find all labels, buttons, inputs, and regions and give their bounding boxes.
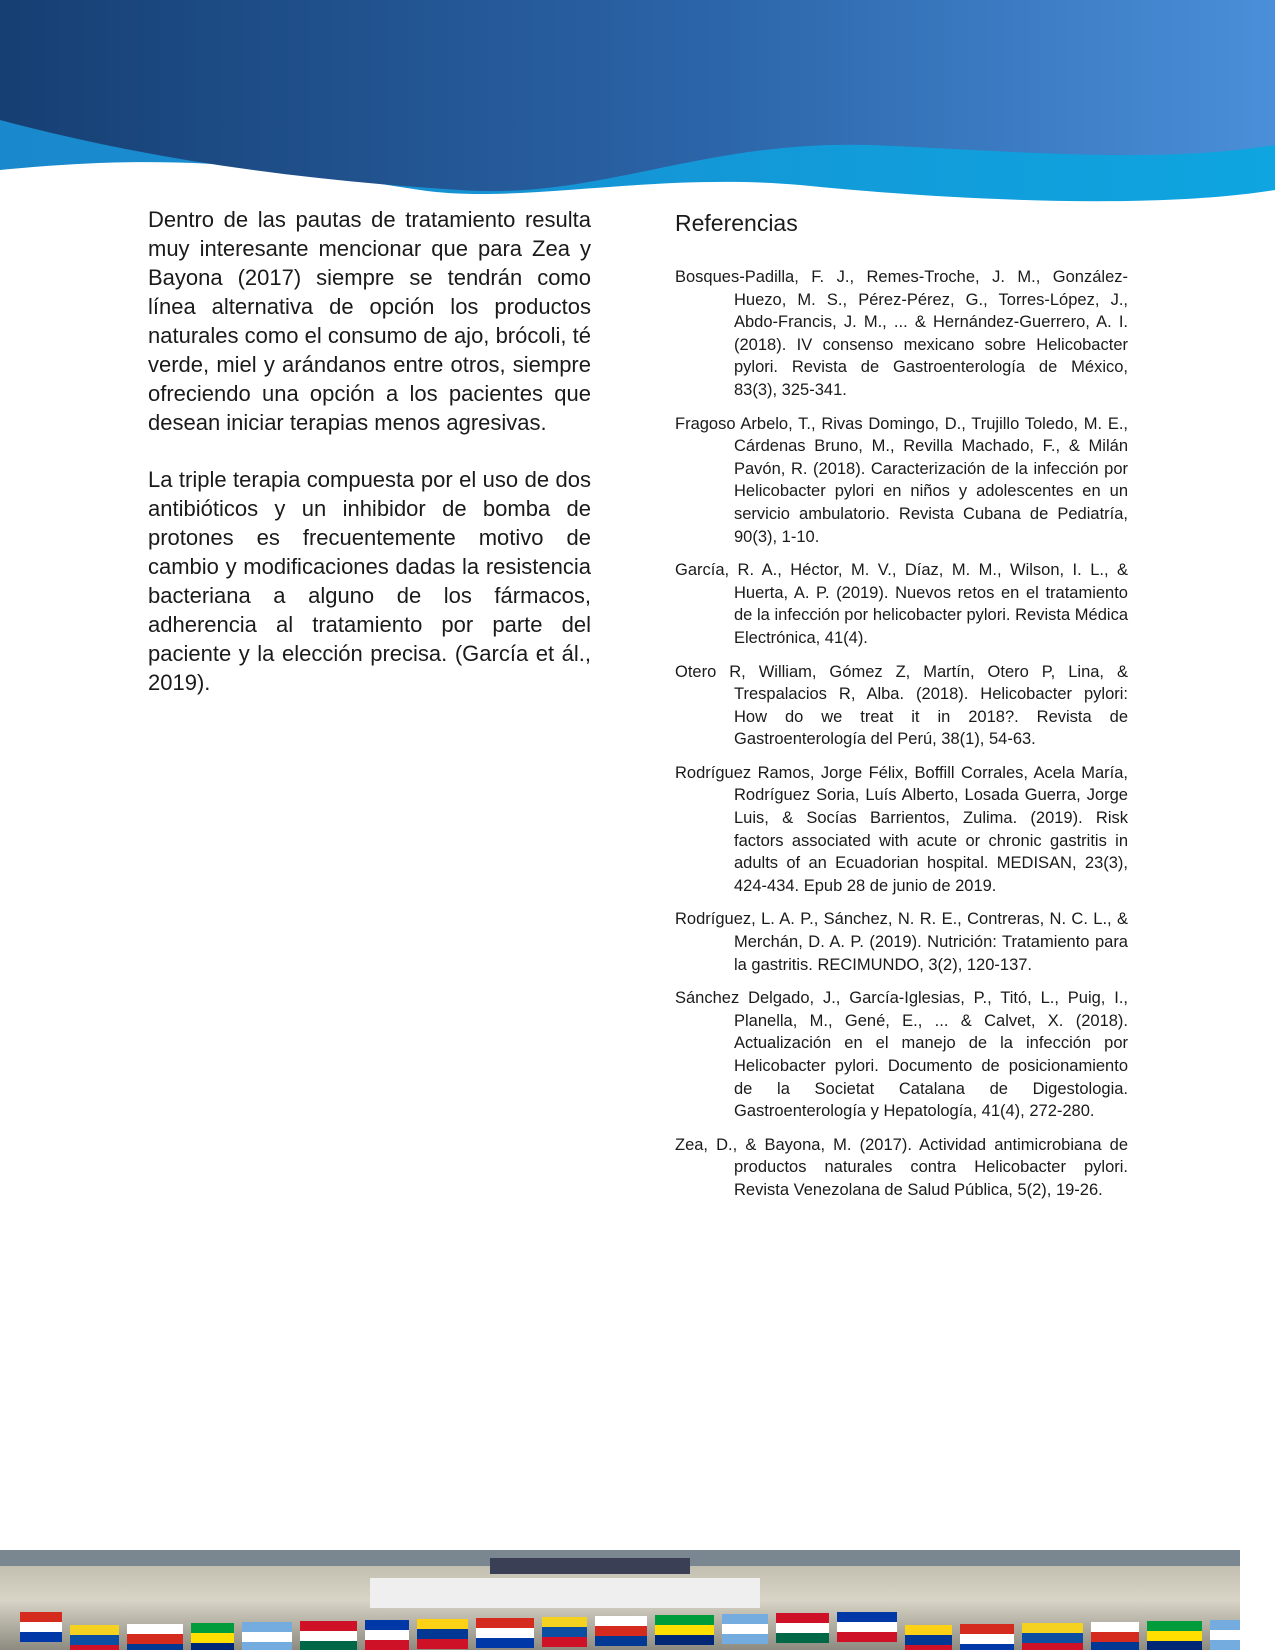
body-paragraph: La triple terapia compuesta por el uso de dos antibióticos y un inhibidor de bomba de protones es frecuentemente motivo de cambio y modificaciones dadas la resistencia bacteriana a alguno de los fármacos, adherencia al tratamiento por parte del paciente y la elección precisa. (García et ál., 2019). — [148, 467, 591, 695]
flag-stripe — [542, 1617, 587, 1627]
flag-stripe — [776, 1623, 829, 1633]
reference-item: Zea, D., & Bayona, M. (2017). Actividad antimicrobiana de productos naturales contra Helicobacter pylori. Revista Venezolana de Salud Pública, 5(2), 19-26. — [675, 1135, 1128, 1199]
reference-item: Bosques-Padilla, F. J., Remes-Troche, J. M., González-Huezo, M. S., Pérez-Pérez, G., Torres-López, J., Abdo-Francis, J. M., ... & Hernández-Guerrero, A. I. (2018). IV consenso mexicano sobre Helicobacter pylori. Revista de Gastroenterología de México, 83(3), 325-341. — [675, 268, 1128, 399]
flag-stripe — [722, 1614, 768, 1624]
flag-stripe — [905, 1645, 952, 1650]
flag-stripe — [20, 1612, 62, 1622]
reference-item: Otero R, William, Gómez Z, Martín, Otero P, Lina, & Trespalacios R, Alba. (2018). Helicobacter pylori: How do we treat it in 2018?. Revista de Gastroenterología del Perú, 38(1), 54-63. — [675, 662, 1128, 749]
flag-stripe — [476, 1638, 534, 1648]
flag-stripe — [655, 1625, 714, 1635]
flag-stripe — [1147, 1621, 1202, 1631]
flag-stripe — [417, 1619, 468, 1629]
flag-stripe — [542, 1637, 587, 1647]
flag-stripe — [960, 1634, 1014, 1644]
flag-stripe — [1210, 1640, 1240, 1650]
flag-stripe — [655, 1635, 714, 1645]
flag-stripe — [837, 1622, 897, 1632]
flag-stripe — [127, 1644, 183, 1650]
flag-stripe — [1091, 1622, 1139, 1632]
flag-stripe — [365, 1640, 409, 1650]
flag-stripe — [476, 1628, 534, 1638]
flag-stripe — [476, 1618, 534, 1628]
flag-stripe — [417, 1639, 468, 1649]
flag-stripe — [191, 1633, 234, 1643]
flag-stripe — [837, 1612, 897, 1622]
header-wave-banner — [0, 0, 1275, 215]
flag-stripe — [837, 1632, 897, 1642]
flag-stripe — [365, 1630, 409, 1640]
flag-stripe — [70, 1645, 119, 1650]
flag-stripe — [542, 1627, 587, 1637]
flag-stripe — [1091, 1632, 1139, 1642]
reference-item: Sánchez Delgado, J., García-Iglesias, P., Titó, L., Puig, I., Planella, M., Gené, E., ... & Calvet, X. (2018). Actualización en el manejo de la infección por Helicobacter pylori. Documento de posicionamiento de la Societat Catalana de Digestologia. Gastroenterología y Hepatología, 41(4), 272-280. — [675, 989, 1128, 1121]
flag-stripe — [595, 1626, 647, 1636]
reference-item: Rodríguez, L. A. P., Sánchez, N. R. E., Contreras, N. C. L., & Merchán, D. A. P. (2019). Nutrición: Tratamiento para la gastritis. RECIMUNDO, 3(2), 120-137. — [675, 910, 1128, 974]
footer-flags-photo — [0, 1550, 1240, 1650]
flag-stripe — [300, 1641, 357, 1650]
flag-stripe — [595, 1636, 647, 1646]
flag-stripe — [70, 1635, 119, 1645]
hall-screen — [490, 1558, 690, 1574]
flag-stripe — [960, 1624, 1014, 1634]
flag-stripe — [1210, 1630, 1240, 1640]
flag-stripe — [300, 1631, 357, 1641]
flag-stripe — [127, 1624, 183, 1634]
flag-stripe — [1147, 1641, 1202, 1650]
references-heading: Referencias — [675, 210, 798, 236]
hall-stage — [370, 1578, 760, 1608]
flag-stripe — [1022, 1643, 1083, 1650]
flag-stripe — [960, 1644, 1014, 1650]
flag-stripe — [127, 1634, 183, 1644]
flag-stripe — [722, 1634, 768, 1644]
reference-item: García, R. A., Héctor, M. V., Díaz, M. M., Wilson, I. L., & Huerta, A. P. (2019). Nuevos retos en el tratamiento de la infección por helicobacter pylori. Revista Médica Electrónica, 41(4). — [675, 561, 1128, 647]
flag-stripe — [417, 1629, 468, 1639]
flag-stripe — [1022, 1633, 1083, 1643]
flag-stripe — [70, 1625, 119, 1635]
references-section — [675, 208, 1128, 1213]
flag-stripe — [1022, 1623, 1083, 1633]
flag-stripe — [1210, 1620, 1240, 1630]
flag-stripe — [242, 1622, 292, 1632]
flag-stripe — [365, 1620, 409, 1630]
flag-stripe — [905, 1635, 952, 1645]
flag-stripe — [655, 1615, 714, 1625]
flag-stripe — [242, 1642, 292, 1650]
flag-stripe — [905, 1625, 952, 1635]
flag-stripe — [20, 1632, 62, 1642]
flag-stripe — [242, 1632, 292, 1642]
reference-item: Rodríguez Ramos, Jorge Félix, Boffill Corrales, Acela María, Rodríguez Soria, Luís Alberto, Losada Guerra, Jorge Luis, & Socías Barrientos, Zulima. (2019). Risk factors associated with acute or chronic gastritis in adults of an Ecuadorian hospital. MEDISAN, 23(3), 424-434. Epub 28 de junio de 2019. — [675, 763, 1128, 895]
body-text-column — [148, 205, 591, 725]
references-list — [675, 266, 1128, 1202]
flag-stripe — [191, 1643, 234, 1650]
flag-stripe — [1147, 1631, 1202, 1641]
body-paragraph: Dentro de las pautas de tratamiento resulta muy interesante mencionar que para Zea y Bayona (2017) siempre se tendrán como línea alternativa de opción los productos naturales como el consumo de ajo, brócoli, té verde, miel y arándanos entre otros, siempre ofreciendo una opción a los pacientes que desean iniciar terapias menos agresivas. — [148, 207, 591, 435]
reference-item: Fragoso Arbelo, T., Rivas Domingo, D., Trujillo Toledo, M. E., Cárdenas Bruno, M., Revilla Machado, F., & Milán Pavón, R. (2018). Caracterización de la infección por Helicobacter pylori en niños y adolescentes en un servicio ambulatorio. Revista Cubana de Pediatría, 90(3), 1-10. — [675, 414, 1128, 546]
flag-stripe — [776, 1613, 829, 1623]
flag-stripe — [776, 1633, 829, 1643]
flag-stripe — [722, 1624, 768, 1634]
flag-stripe — [191, 1623, 234, 1633]
flag-stripe — [1091, 1642, 1139, 1650]
flag-stripe — [595, 1616, 647, 1626]
flag-stripe — [300, 1621, 357, 1631]
flag-stripe — [20, 1622, 62, 1632]
